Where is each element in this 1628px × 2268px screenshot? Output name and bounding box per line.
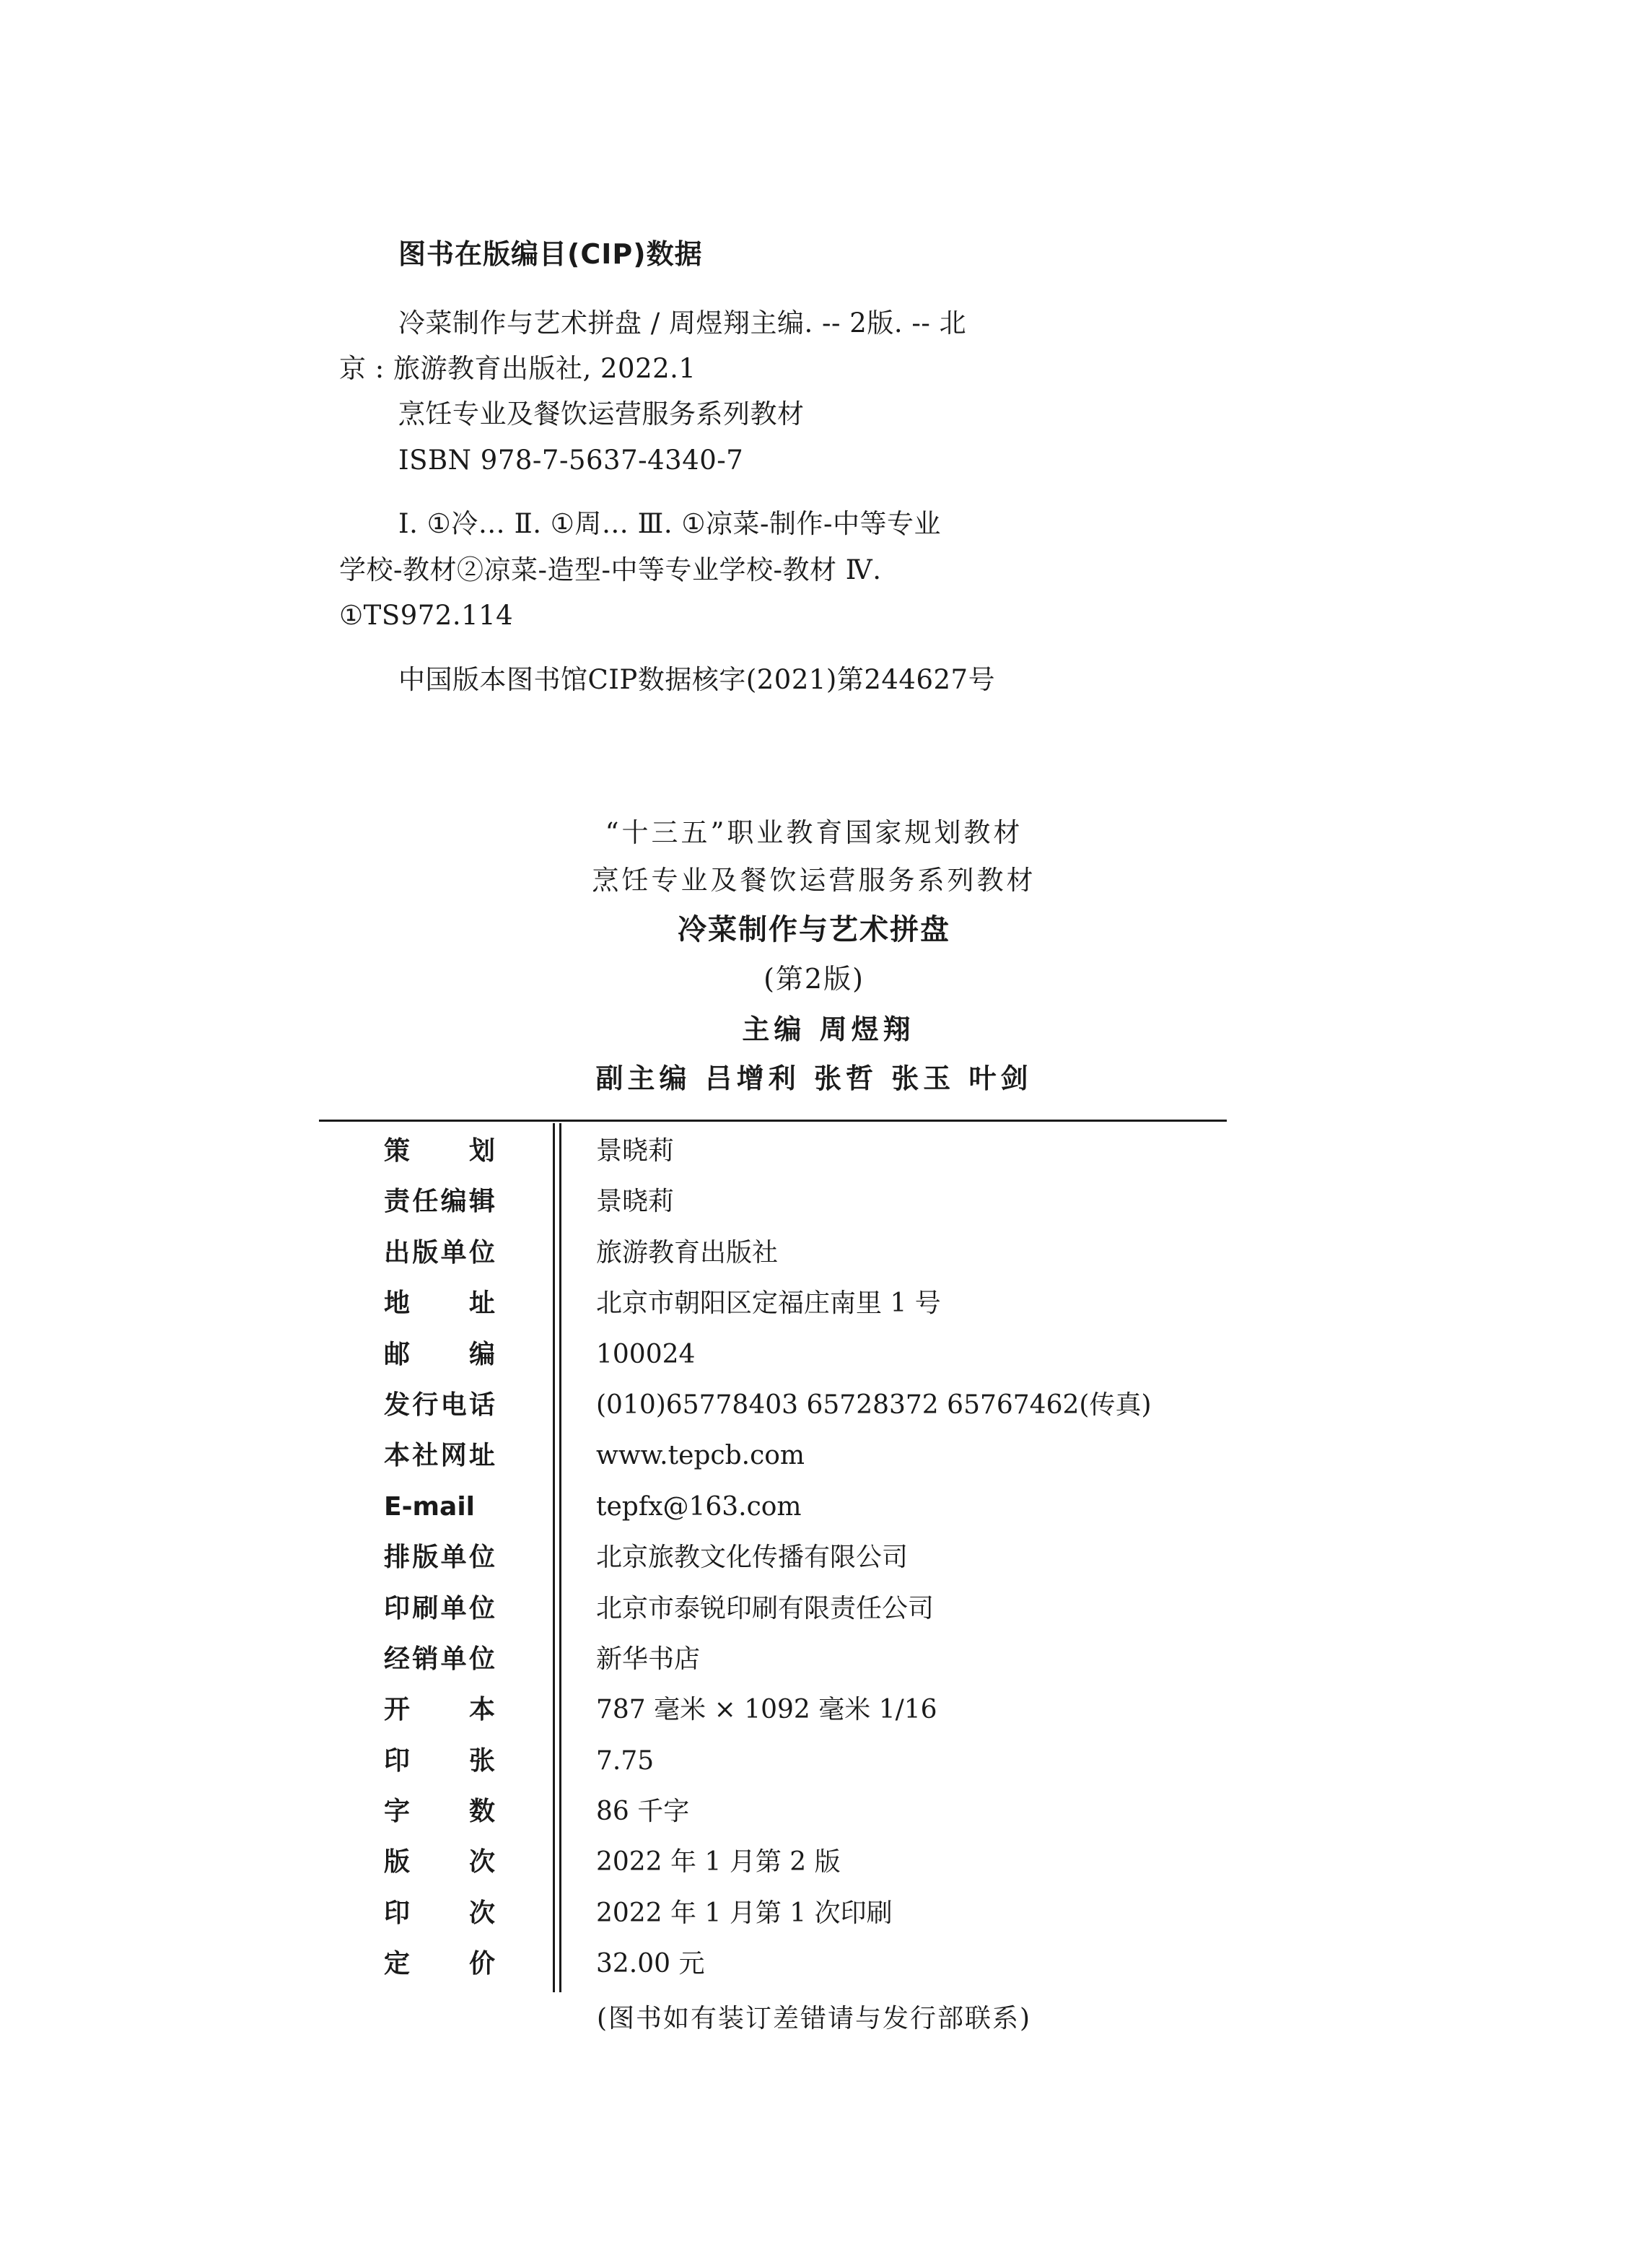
imprint-value: (010)65778403 65728372 65767462(传真) — [596, 1390, 1152, 1420]
imprint-row — [319, 1639, 1228, 1690]
series-title: “十三五”职业教育国家规划教材 — [605, 817, 1023, 848]
imprint-value: 北京市朝阳区定福庄南里 1 号 — [596, 1288, 941, 1319]
imprint-table — [319, 1131, 1228, 1995]
imprint-value: 北京市泰锐印刷有限责任公司 — [596, 1593, 935, 1623]
cip-line: 学校-教材②凉菜-造型-中等专业学校-教材 Ⅳ. — [339, 554, 882, 585]
imprint-row — [319, 1335, 1228, 1385]
cip-line: Ⅰ. ①冷… Ⅱ. ①周… Ⅲ. ①凉菜-制作-中等专业 — [398, 508, 942, 539]
imprint-value: 86 千字 — [596, 1797, 690, 1827]
horizontal-rule — [319, 1120, 1227, 1122]
imprint-label: E-mail — [384, 1491, 476, 1522]
cip-line: 京 : 旅游教育出版社, 2022.1 — [339, 353, 696, 384]
imprint-label: 字数 — [384, 1797, 495, 1827]
imprint-row — [319, 1690, 1228, 1740]
imprint-label: 地址 — [384, 1288, 495, 1319]
imprint-value: tepfx@163.com — [596, 1491, 802, 1522]
chief-editor: 主编 周煜翔 — [742, 1013, 915, 1045]
cip-line: 烹饪专业及餐饮运营服务系列教材 — [398, 398, 805, 429]
imprint-label: 印次 — [384, 1898, 495, 1928]
cip-line: ①TS972.114 — [339, 600, 514, 631]
imprint-value: 新华书店 — [596, 1644, 701, 1674]
series-subtitle: 烹饪专业及餐饮运营服务系列教材 — [592, 865, 1036, 896]
imprint-label: 本社网址 — [384, 1441, 495, 1471]
imprint-label: 印张 — [384, 1745, 495, 1776]
imprint-value: 787 毫米 × 1092 毫米 1/16 — [596, 1695, 937, 1725]
imprint-row — [319, 1283, 1228, 1334]
imprint-row — [319, 1131, 1228, 1182]
imprint-value: 100024 — [596, 1339, 696, 1369]
cip-line: ISBN 978-7-5637-4340-7 — [398, 445, 744, 476]
imprint-value: www.tepcb.com — [596, 1441, 805, 1471]
imprint-row — [319, 1944, 1228, 1994]
book-title: 冷菜制作与艺术拼盘 — [678, 913, 950, 946]
imprint-label: 开本 — [384, 1695, 495, 1725]
deputy-editors: 副主编 吕增利 张哲 张玉 叶剑 — [595, 1062, 1033, 1094]
imprint-label: 策划 — [384, 1136, 495, 1166]
imprint-value: 景晓莉 — [596, 1187, 675, 1217]
imprint-label: 版次 — [384, 1847, 495, 1877]
imprint-row — [319, 1741, 1228, 1792]
imprint-row — [319, 1182, 1228, 1232]
imprint-row — [319, 1436, 1228, 1486]
imprint-row — [319, 1385, 1228, 1436]
imprint-label: 责任编辑 — [384, 1187, 495, 1217]
imprint-row — [319, 1842, 1228, 1893]
imprint-row — [319, 1233, 1228, 1283]
imprint-value: 2022 年 1 月第 1 次印刷 — [596, 1898, 893, 1928]
imprint-label: 经销单位 — [384, 1644, 495, 1674]
imprint-label: 出版单位 — [384, 1237, 495, 1268]
imprint-row — [319, 1487, 1228, 1538]
imprint-row — [319, 1792, 1228, 1842]
imprint-row — [319, 1893, 1228, 1944]
imprint-label: 邮编 — [384, 1339, 495, 1369]
binding-note: (图书如有装订差错请与发行部联系) — [596, 2004, 1032, 2033]
imprint-value: 景晓莉 — [596, 1136, 675, 1166]
imprint-label: 印刷单位 — [384, 1593, 495, 1623]
cip-line: 中国版本图书馆CIP数据核字(2021)第244627号 — [398, 664, 996, 695]
imprint-value: 7.75 — [596, 1745, 655, 1776]
cip-heading: 图书在版编目(CIP)数据 — [398, 238, 703, 270]
imprint-label: 定价 — [384, 1949, 495, 1979]
imprint-value: 32.00 元 — [596, 1949, 705, 1979]
cip-line: 冷菜制作与艺术拼盘 / 周煜翔主编. -- 2版. -- 北 — [398, 308, 967, 339]
imprint-row — [319, 1589, 1228, 1639]
imprint-value: 北京旅教文化传播有限公司 — [596, 1543, 909, 1573]
imprint-row — [319, 1538, 1228, 1588]
imprint-label: 发行电话 — [384, 1390, 495, 1420]
imprint-value: 旅游教育出版社 — [596, 1237, 779, 1268]
imprint-label: 排版单位 — [384, 1543, 495, 1573]
imprint-value: 2022 年 1 月第 2 版 — [596, 1847, 841, 1877]
edition-label: (第2版) — [763, 963, 865, 995]
